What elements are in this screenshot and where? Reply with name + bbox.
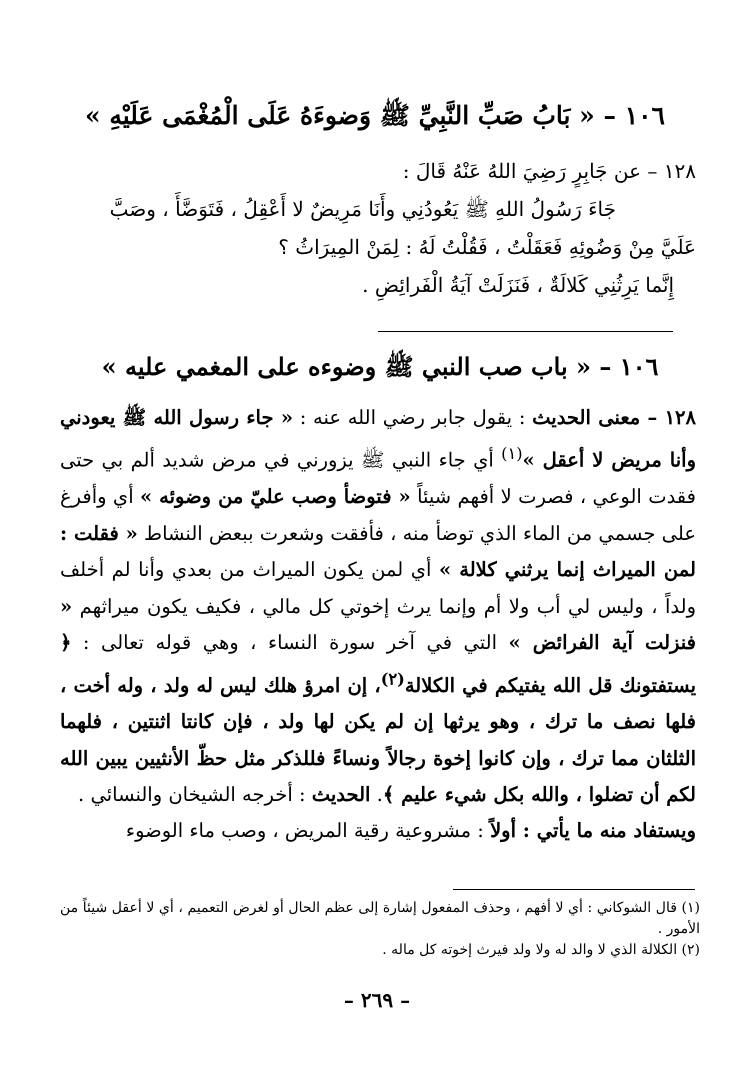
page-number: – ٢٦٩ –	[343, 988, 411, 1012]
hadith-line-2: جَاءَ رَسُولُ اللهِ ﷺ يَعُودُنِي وأَنَا مَرِيضٌ لا أَعْقِلُ ، فَتَوَضَّأَ ، وصَبَّ	[109, 197, 616, 221]
hadith-line-1: ١٢٨ – عن جَابِرٍ رَضِيَ اللهُ عَنْهُ قَالَ :	[402, 159, 696, 183]
footnote-1: (١) قال الشوكاني : أي لا أفهم ، وحذف المفعول إشارة إلى عظم الحال أو لغرض التعميم ، أي لا أعقل شيئاً من الأمور .	[60, 900, 700, 937]
footnote-divider	[453, 889, 695, 890]
hadith-line-3: عَلَيَّ مِنْ وَضُوئِهِ فَعَقَلْتُ ، فَقُلْتُ لَهُ : لِمَنْ المِيرَاثُ ؟	[278, 235, 696, 259]
hadith-line-4: إِنَّما يَرِثُنِي كَلالَةٌ ، فَنَزَلَتْ آيَةُ الْفَرائِضِ .	[362, 273, 674, 297]
hadith-text	[60, 152, 696, 304]
footnotes	[60, 898, 700, 961]
chapter-heading-explanation: ١٠٦ – « باب صب النبي ﷺ وضوءه على المغمي عليه »	[101, 352, 659, 381]
explanation-paragraph: ١٢٨ – معنى الحديث : يقول جابر رضي الله عنه : « جاء رسول الله ﷺ يعودني وأنا مريض لا أعقل »$^{(١)}$ أي جاء النبي ﷺ يزورني في مرض شديد ألم بي حتى فقدت الوعي ، فصرت لا أفهم شيئاً « فتوضأ وصب عليّ من وضوئه » أي وأفرغ على جسمي من الماء الذي توضأ منه ، فأفقت وشعرت ببعض النشاط « فقلت : لمن الميراث إنما يرثني كلالة » أي لمن يكون الميراث من بعدي وأنا لم أخلف ولداً ، وليس لي أب ولا أم وإنما يرث إخوتي كل مالي ، فكيف يكون ميراثهم « فنزلت آية الفرائض » التي في آخر سورة النساء ، وهي قوله تعالى : ﴿ يستفتونك قل الله يفتيكم في الكلالة$^{(٢)}$، إن امرؤ هلك ليس له ولد ، وله أخت ، فلها نصف ما ترك ، وهو يرثها إن لم يكن لها ولد ، فإن كانتا اثنتين ، فلهما الثلثان مما ترك ، وإن كانوا إخوة رجالاً ونساءً فللذكر مثل حظّ الأنثيين يبين الله لكم أن تضلوا ، والله بكل شيء عليم ﴾. الحديث : أخرجه الشيخان والنسائي . ويستفاد منه ما يأتي : أولاً : مشروعية رقية المريض ، وصب ماء الوضوء	[60, 406, 697, 843]
footnote-2: (٢) الكلالة الذي لا والد له ولا ولد فيرث إخوته كل ماله .	[382, 942, 700, 958]
section-divider	[378, 331, 673, 332]
chapter-heading: ١٠٦ – « بَابُ صَبِّ النَّبِيِّ ﷺ وَضوءَهُ عَلَى الْمُغْمَى عَلَيْهِ »	[85, 101, 665, 130]
